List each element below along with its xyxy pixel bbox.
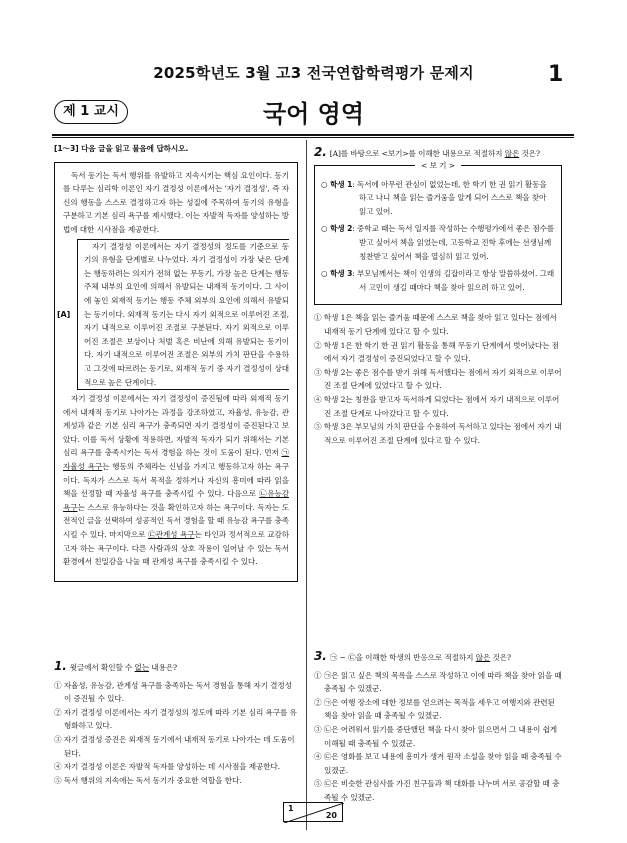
student-3-label: ○ 학생 3 — [321, 269, 353, 279]
q2-stem-b: 것은? — [519, 149, 540, 158]
question-2-number: 2. — [314, 145, 327, 159]
q2-stem-a: [A]를 바탕으로 <보기>를 이해한 내용으로 적절하지 — [329, 149, 505, 158]
q2-option-5[interactable]: ⑤ 학생 3은 부모님의 가치 판단을 수용하여 독서하고 있다는 점에서 자기 내적으로 이루어진 조절 단계에 있다고 할 수 있다. — [314, 422, 562, 445]
q1-option-5[interactable]: ⑤ 독서 행위의 지속에는 독서 동기가 중요한 역할을 한다. — [54, 775, 242, 785]
passage-box — [54, 162, 298, 582]
column-divider — [306, 140, 307, 830]
question-2 — [314, 146, 562, 447]
q1-stem-a: 윗글에서 확인할 수 — [69, 663, 135, 672]
q1-option-1[interactable]: ① 자율성, 유능감, 관계성 욕구를 충족하는 독서 경험을 통해 자기 결정성이 증진될 수 있다. — [54, 680, 292, 704]
exam-title: 2025학년도 3월 고3 전국연합학력평가 문제지 — [153, 64, 474, 82]
q3-stem-b: 것은? — [490, 653, 511, 662]
question-3-stem — [314, 650, 562, 665]
para3-text-c: 는 스스로 유능하다는 것을 확인하고자 하는 욕구이다. 독자는 도전적인 글을 선택하여 성공적인 독서 경험을 할 때 유능감 욕구를 충족시킬 수 있다. 마지막으로 — [63, 502, 289, 540]
question-2-stem — [314, 146, 562, 161]
page-current: 1 — [288, 804, 294, 813]
passage-paragraph-3 — [63, 392, 289, 569]
underlined-relatedness: ㉢관계성 욕구 — [147, 530, 195, 540]
q3-option-1[interactable]: ① ㉠은 읽고 싶은 책의 목록을 스스로 작성하고 이에 따라 책을 찾아 읽을 때 충족될 수 있겠군. — [314, 670, 562, 694]
question-1 — [54, 660, 298, 787]
q1-option-3[interactable]: ③ 자기 결정성 증진은 외재적 동기에서 내재적 동기로 나아가는 데 도움이 된다. — [54, 734, 295, 758]
q3-option-3[interactable]: ③ ㉡은 어려워서 읽기를 중단했던 책을 다시 찾아 읽으면서 그 내용이 쉽게 이해될 때 충족될 수 있겠군. — [314, 724, 558, 748]
student-1-text: : 독서에 아무런 관심이 없었는데, 한 학기 한 권 읽기 활동을 하고 나니 책을 읽는 즐거움을 알게 되어 스스로 책을 찾아 읽고 있어. — [352, 179, 547, 216]
bracket-a — [57, 239, 289, 391]
q1-stem-b: 내용은? — [149, 663, 178, 672]
q3-stem-underlined: 않은 — [475, 653, 491, 662]
q1-stem-underlined: 없는 — [134, 663, 150, 672]
q2-stem-underlined: 않은 — [504, 149, 520, 158]
q1-option-2[interactable]: ② 자기 결정성 이론에서는 자기 결정성의 정도에 따라 기본 심리 욕구를 유형화하고 있다. — [54, 707, 297, 731]
q3-option-2[interactable]: ② ㉠은 여행 장소에 대한 정보를 얻으려는 목적을 세우고 여행지와 관련된 책을 찾아 읽을 때 충족될 수 있겠군. — [314, 697, 555, 721]
page-total: 20 — [325, 811, 337, 820]
question-1-number: 1. — [54, 659, 67, 673]
left-column — [54, 142, 298, 582]
para3-text-d: 는 타인과 정서적으로 교감하고자 하는 욕구이다. 다른 사람과의 상호 작용이 일어날 수 있는 독서 환경에서 친밀감을 나눌 때 관계성 욕구를 충족시킬 수 있다. — [63, 530, 289, 567]
underlined-competence: ㉡유능감 욕구 — [63, 489, 290, 512]
student-1-label: ○ 학생 1 — [321, 179, 353, 189]
question-1-stem — [54, 660, 298, 675]
session-badge: 제 1 교시 — [54, 100, 128, 124]
q2-option-4[interactable]: ④ 학생 2는 칭찬을 받고자 독서하게 되었다는 점에서 자기 내적으로 이루어진 조절 단계로 나아갔다고 할 수 있다. — [314, 394, 560, 418]
bogi-title: < 보 기 > — [415, 160, 461, 172]
bracket-a-text: 자기 결정성 이론에서는 자기 결정성의 정도를 기준으로 동기의 유형을 단계별로 나누었다. 자기 결정성이 가장 낮은 단계는 행동하려는 의지가 전혀 없는 무동기, 가장 높은 단계는 행동 주체 내부의 요인에 의해서 유발되는 내재적 동기이다. 그 사이에 놓인 외재적 동기는 행동 주체 외부의 요인에 의해서 유발되는 동기이다. 외재적 동기는 다시 자기 외적으로 이루어진 조절, 자기 내적으로 이루어진 조절로 구분된다. 자기 외적으로 이루어진 조절은 보상이나 처벌 혹은 비난에 의해 유발되는 동기이다. 자기 내적으로 이루어진 조절은 외부의 가치 판단을 수용하고 그것에 따르려는 동기로, 외재적 동기 중 자기 결정성이 상대적으로 높은 단계이다. — [84, 241, 289, 387]
question-3 — [314, 650, 562, 805]
q2-option-3[interactable]: ③ 학생 2는 좋은 점수를 받기 위해 독서했다는 점에서 자기 외적으로 이루어진 조절 단계에 있었다고 할 수 있다. — [314, 367, 562, 391]
bracket-a-label: [A] — [57, 308, 70, 322]
q3-stem-a: ㉠ ~ ㉢을 이해한 학생의 반응으로 적절하지 — [329, 653, 476, 662]
student-2-label: ○ 학생 2 — [321, 224, 353, 234]
underlined-autonomy: ㉠자율성 욕구 — [63, 448, 289, 472]
student-3-text: : 부모님께서는 책이 인생의 길잡이라고 항상 말씀하셨어. 그래서 고민이 생길 때마다 책을 찾아 읽으려 하고 있어. — [352, 269, 555, 292]
bogi-student-2 — [321, 222, 555, 263]
bogi-student-3 — [321, 267, 555, 294]
page-number: 1 — [548, 62, 564, 87]
q2-option-2[interactable]: ② 학생 1은 한 학기 한 권 읽기 활동을 통해 무동기 단계에서 벗어났다는 점에서 자기 결정성이 증진되었다고 할 수 있다. — [314, 340, 559, 364]
question-3-number: 3. — [314, 649, 327, 663]
q2-option-1[interactable]: ① 학생 1은 책을 읽는 즐거움 때문에 스스로 책을 찾아 읽고 있다는 점에서 내재적 동기 단계에 있다고 할 수 있다. — [314, 313, 557, 336]
para3-text-a: 자기 결정성 이론에서는 자기 결정성이 증진됨에 따라 외재적 동기에서 내재적 동기로 나아가는 과정을 강조하였고, 자율성, 유능감, 관계성과 같은 기본 심리 욕구가 충족되면 자기 결정성이 증진된다고 보았다. 이를 독서 상황에 적용하면, 자발적 독자가 되기 위해서는 기본 심리 욕구를 충족시키는 독서 경험을 하는 것이 도움이 된다. 먼저 — [63, 394, 289, 458]
header-rule-thin — [52, 137, 574, 138]
student-2-text: : 중학교 때는 독서 일지를 작성하는 수행평가에서 좋은 점수를 받고 싶어서 책을 읽었는데, 고등학교 진학 후에는 선생님께 칭찬받고 싶어서 책을 열심히 읽고 있어. — [352, 224, 555, 261]
header-rule-thick — [52, 134, 574, 136]
bogi-student-1 — [321, 178, 555, 219]
para3-text-b: 는 행동의 주체라는 신념을 가지고 행동하고자 하는 욕구이다. 독자가 스스로 독서 목적을 정하거나 자신의 흥미에 따라 읽을 책을 선정할 때 자율성 욕구를 충족시킬 수 있다. 다음으로 — [63, 462, 289, 499]
passage-paragraph-1: 독서 동기는 독서 행위를 유발하고 지속시키는 핵심 요인이다. 동기를 다루는 심리학 이론인 자기 결정성 이론에서는 '자기 결정성', 즉 자신의 행동을 스스로 결정하고자 하는 성질에 주목하여 동기의 유형을 구분하고 기본 심리 욕구를 제시했다. 이는 자발적 독자를 양성하는 방법에 대한 시사점을 제공한다. — [63, 170, 289, 234]
passage-instruction: [1～3] 다음 글을 읽고 물음에 답하시오. — [54, 144, 189, 153]
q1-option-4[interactable]: ④ 자기 결정성 이론은 자발적 독자를 양성하는 데 시사점을 제공한다. — [54, 762, 280, 772]
q3-option-4[interactable]: ④ ㉢은 영화를 보고 내용에 흥미가 생겨 원작 소설을 찾아 읽을 때 충족될 수 있겠군. — [314, 752, 562, 775]
page-indicator — [283, 802, 343, 822]
subject-title: 국어 영역 — [262, 100, 365, 128]
q3-option-5[interactable]: ⑤ ㉢은 비슷한 관심사를 가진 친구들과 책 대화를 나누며 서로 공감할 때 충족될 수 있겠군. — [314, 779, 560, 802]
bogi-box — [314, 160, 562, 306]
